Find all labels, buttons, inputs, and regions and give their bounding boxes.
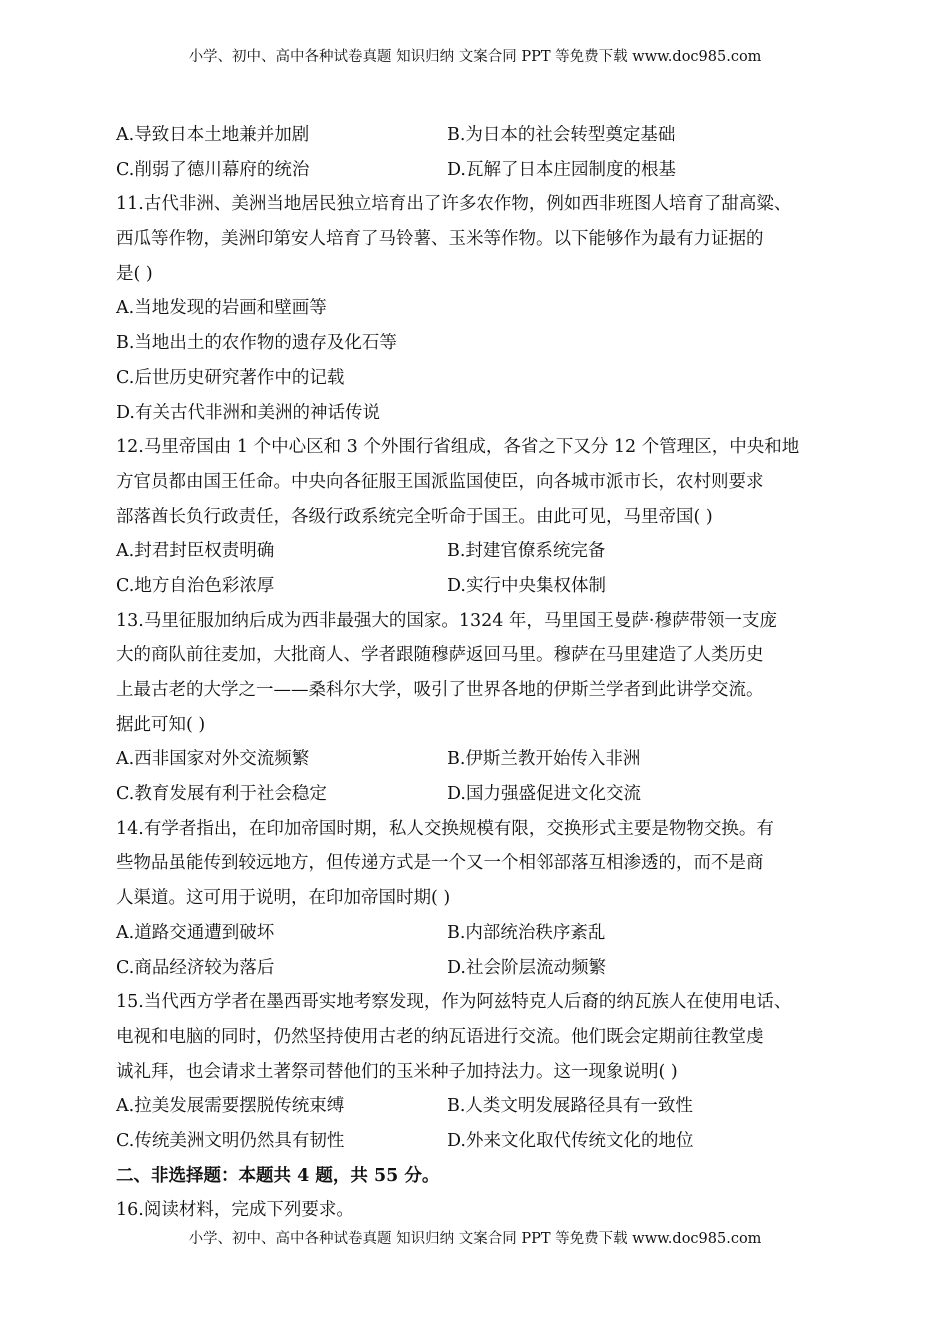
q11-option-c: C.后世历史研究著作中的记载 [116,367,345,388]
q11-stem-line-2: 西瓜等作物，美洲印第安人培育了马铃薯、玉米等作物。以下能够作为最有力证据的 [116,229,764,250]
q13-options-row-1 [116,742,836,777]
page-content [116,118,836,1228]
q13-options-row-2 [116,777,836,812]
q11-option-d: D.有关古代非洲和美洲的神话传说 [116,402,380,423]
q12-stem-line-2: 方官员都由国王任命。中央向各征服王国派监国使臣，向各城市派市长，农村则要求 [116,471,764,492]
q11-stem-line-1: 11.古代非洲、美洲当地居民独立培育出了许多农作物，例如西非班图人培育了甜高粱、 [116,194,792,215]
q14-stem-line-1: 14.有学者指出，在印加帝国时期，私人交换规模有限，交换形式主要是物物交换。有 [116,818,774,839]
q14-stem-line-3: 人渠道。这可用于说明，在印加帝国时期( ) [116,888,451,909]
q14-option-a: A.道路交通遭到破坏 [116,922,275,943]
q15-stem-line-3: 诚礼拜，也会请求土著祭司替他们的玉米种子加持法力。这一现象说明( ) [116,1061,678,1082]
q12-options-row-1 [116,534,836,569]
q12-option-a: A.封君封臣权责明确 [116,541,275,562]
q12-stem-line-1: 12.马里帝国由 1 个中心区和 3 个外围行省组成，各省之下又分 12 个管理区，中央和地 [116,437,800,458]
q15-stem-line-1: 15.当代西方学者在墨西哥实地考察发现，作为阿兹特克人后裔的纳瓦族人在使用电话、 [116,992,792,1013]
q10-option-a: A.导致日本土地兼并加剧 [116,125,310,145]
q15-option-d: D.外来文化取代传统文化的地位 [447,1130,694,1151]
q10-option-c: C.削弱了德川幕府的统治 [116,159,310,180]
q15-option-c: C.传统美洲文明仍然具有韧性 [116,1130,345,1151]
q12-option-d: D.实行中央集权体制 [447,575,606,596]
q13-stem-line-4: 据此可知( ) [116,714,206,735]
q15-option-a: A.拉美发展需要摆脱传统束缚 [116,1096,345,1117]
q12-options-row-2 [116,569,836,604]
q13-option-a: A.西非国家对外交流频繁 [116,749,310,770]
q15-options-row-1 [116,1089,836,1124]
q13-option-b: B.伊斯兰教开始传入非洲 [447,749,641,770]
q12-stem-line-3: 部落酋长负行政责任，各级行政系统完全听命于国王。由此可见，马里帝国( ) [116,506,713,527]
q13-option-c: C.教育发展有利于社会稳定 [116,784,327,805]
q14-option-c: C.商品经济较为落后 [116,957,275,978]
q12-option-c: C.地方自治色彩浓厚 [116,575,275,596]
q10-option-d: D.瓦解了日本庄园制度的根基 [447,159,676,180]
q16-stem: 16.阅读材料，完成下列要求。 [116,1200,354,1221]
q11-stem-line-3: 是( ) [116,263,153,284]
q14-options-row-1 [116,916,836,951]
q10-option-b: B.为日本的社会转型奠定基础 [447,125,676,145]
q15-stem-line-2: 电视和电脑的同时，仍然坚持使用古老的纳瓦语进行交流。他们既会定期前往教堂虔 [116,1026,764,1047]
q14-option-b: B.内部统治秩序紊乱 [447,922,606,943]
q13-stem-line-3: 上最古老的大学之一——桑科尔大学，吸引了世界各地的伊斯兰学者到此讲学交流。 [116,680,764,700]
q12-option-b: B.封建官僚系统完备 [447,541,606,562]
q14-options-row-2 [116,951,836,986]
q13-stem-line-1: 13.马里征服加纳后成为西非最强大的国家。1324 年，马里国王曼萨·穆萨带领一支庞 [116,610,777,631]
q14-stem-line-2: 些物品虽能传到较远地方，但传递方式是一个又一个相邻部落互相渗透的，而不是商 [116,853,764,874]
q11-option-a: A.当地发现的岩画和壁画等 [116,298,327,319]
q13-option-d: D.国力强盛促进文化交流 [447,784,641,805]
page-footer: 小学、初中、高中各种试卷真题 知识归纳 文案合同 PPT 等免费下载 www.doc985.com [188,1231,762,1247]
q11-option-b: B.当地出土的农作物的遗存及化石等 [116,333,397,354]
q15-options-row-2 [116,1124,836,1159]
q10-options-row-1 [116,118,836,153]
q15-option-b: B.人类文明发展路径具有一致性 [447,1096,693,1117]
page-header: 小学、初中、高中各种试卷真题 知识归纳 文案合同 PPT 等免费下载 www.doc985.com [188,49,762,65]
q10-options-row-2 [116,153,836,188]
section-title: 二、非选择题：本题共 4 题，共 55 分。 [116,1165,440,1186]
q14-option-d: D.社会阶层流动频繁 [447,957,606,978]
q13-stem-line-2: 大的商队前往麦加，大批商人、学者跟随穆萨返回马里。穆萨在马里建造了人类历史 [116,645,764,666]
